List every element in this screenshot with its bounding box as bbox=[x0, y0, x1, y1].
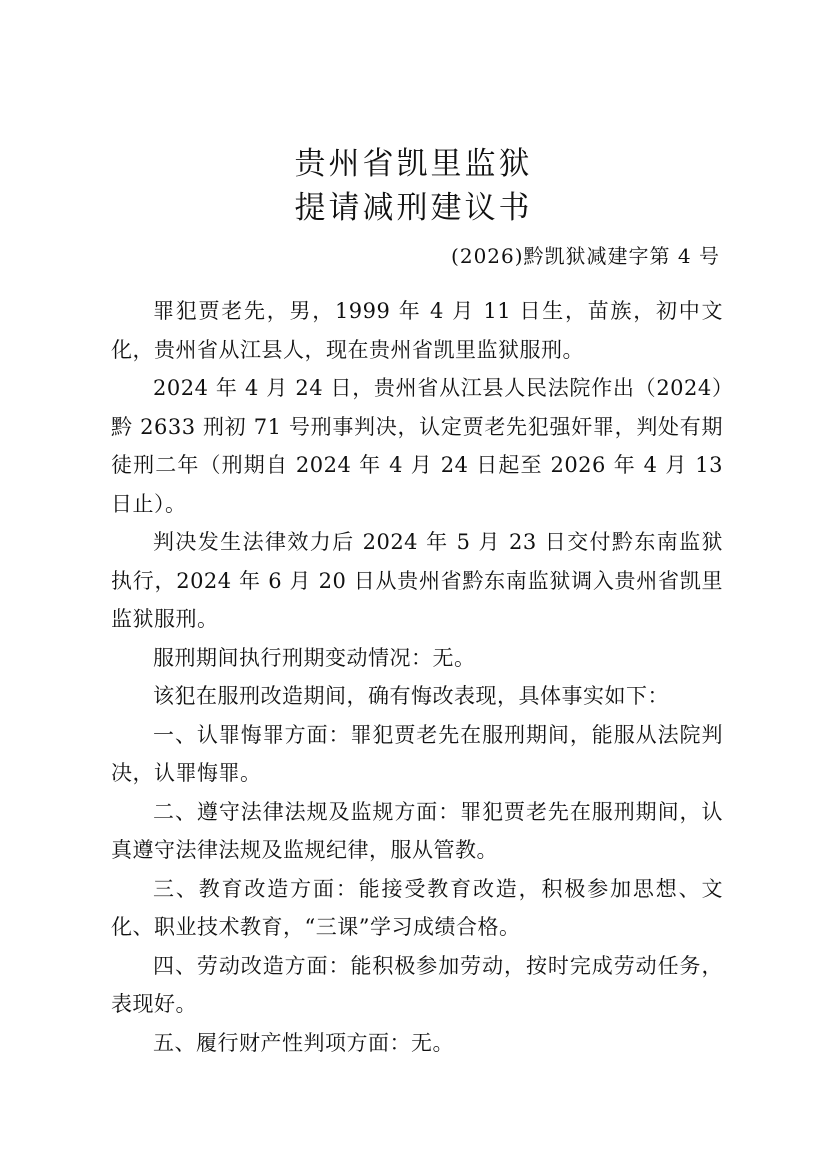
document-body bbox=[111, 292, 723, 1062]
paragraph-item-2: 二、遵守法律法规及监规方面：罪犯贾老先在服刑期间，认真遵守法律法规及监规纪律，服从管教。 bbox=[111, 799, 723, 862]
document-title-line2: 提请减刑建议书 bbox=[294, 190, 533, 226]
document-number: (2026)黔凯狱减建字第 4 号 bbox=[451, 244, 720, 268]
paragraph-repentance-intro: 该犯在服刑改造期间，确有悔改表现，具体事实如下： bbox=[153, 684, 669, 708]
paragraph-transfer: 判决发生法律效力后 2024 年 5 月 23 日交付黔东南监狱执行，2024 年 6 月 20 日从贵州省黔东南监狱调入贵州省凯里监狱服刑。 bbox=[111, 530, 723, 631]
paragraph-judgment: 2024 年 4 月 24 日，贵州省从江县人民法院作出（2024）黔 2633 刑初 71 号刑事判决，认定贾老先犯强奸罪，判处有期徒刑二年（刑期自 2024 年 4 月 24 日起至 2026 年 4 月 13 日止）。 bbox=[111, 376, 723, 516]
paragraph-criminal-info: 罪犯贾老先，男，1999 年 4 月 11 日生，苗族，初中文化，贵州省从江县人，现在贵州省凯里监狱服刑。 bbox=[111, 299, 723, 362]
paragraph-item-4: 四、劳动改造方面：能积极参加劳动，按时完成劳动任务，表现好。 bbox=[111, 953, 723, 1016]
document-title-line1: 贵州省凯里监狱 bbox=[294, 146, 533, 182]
paragraph-item-1: 一、认罪悔罪方面：罪犯贾老先在服刑期间，能服从法院判决，认罪悔罪。 bbox=[111, 722, 723, 785]
paragraph-sentence-change: 服刑期间执行刑期变动情况：无。 bbox=[153, 645, 476, 670]
paragraph-item-5: 五、履行财产性判项方面：无。 bbox=[153, 1030, 454, 1055]
paragraph-item-3: 三、教育改造方面：能接受教育改造，积极参加思想、文化、职业技术教育，“三课”学习成绩合格。 bbox=[111, 876, 723, 939]
